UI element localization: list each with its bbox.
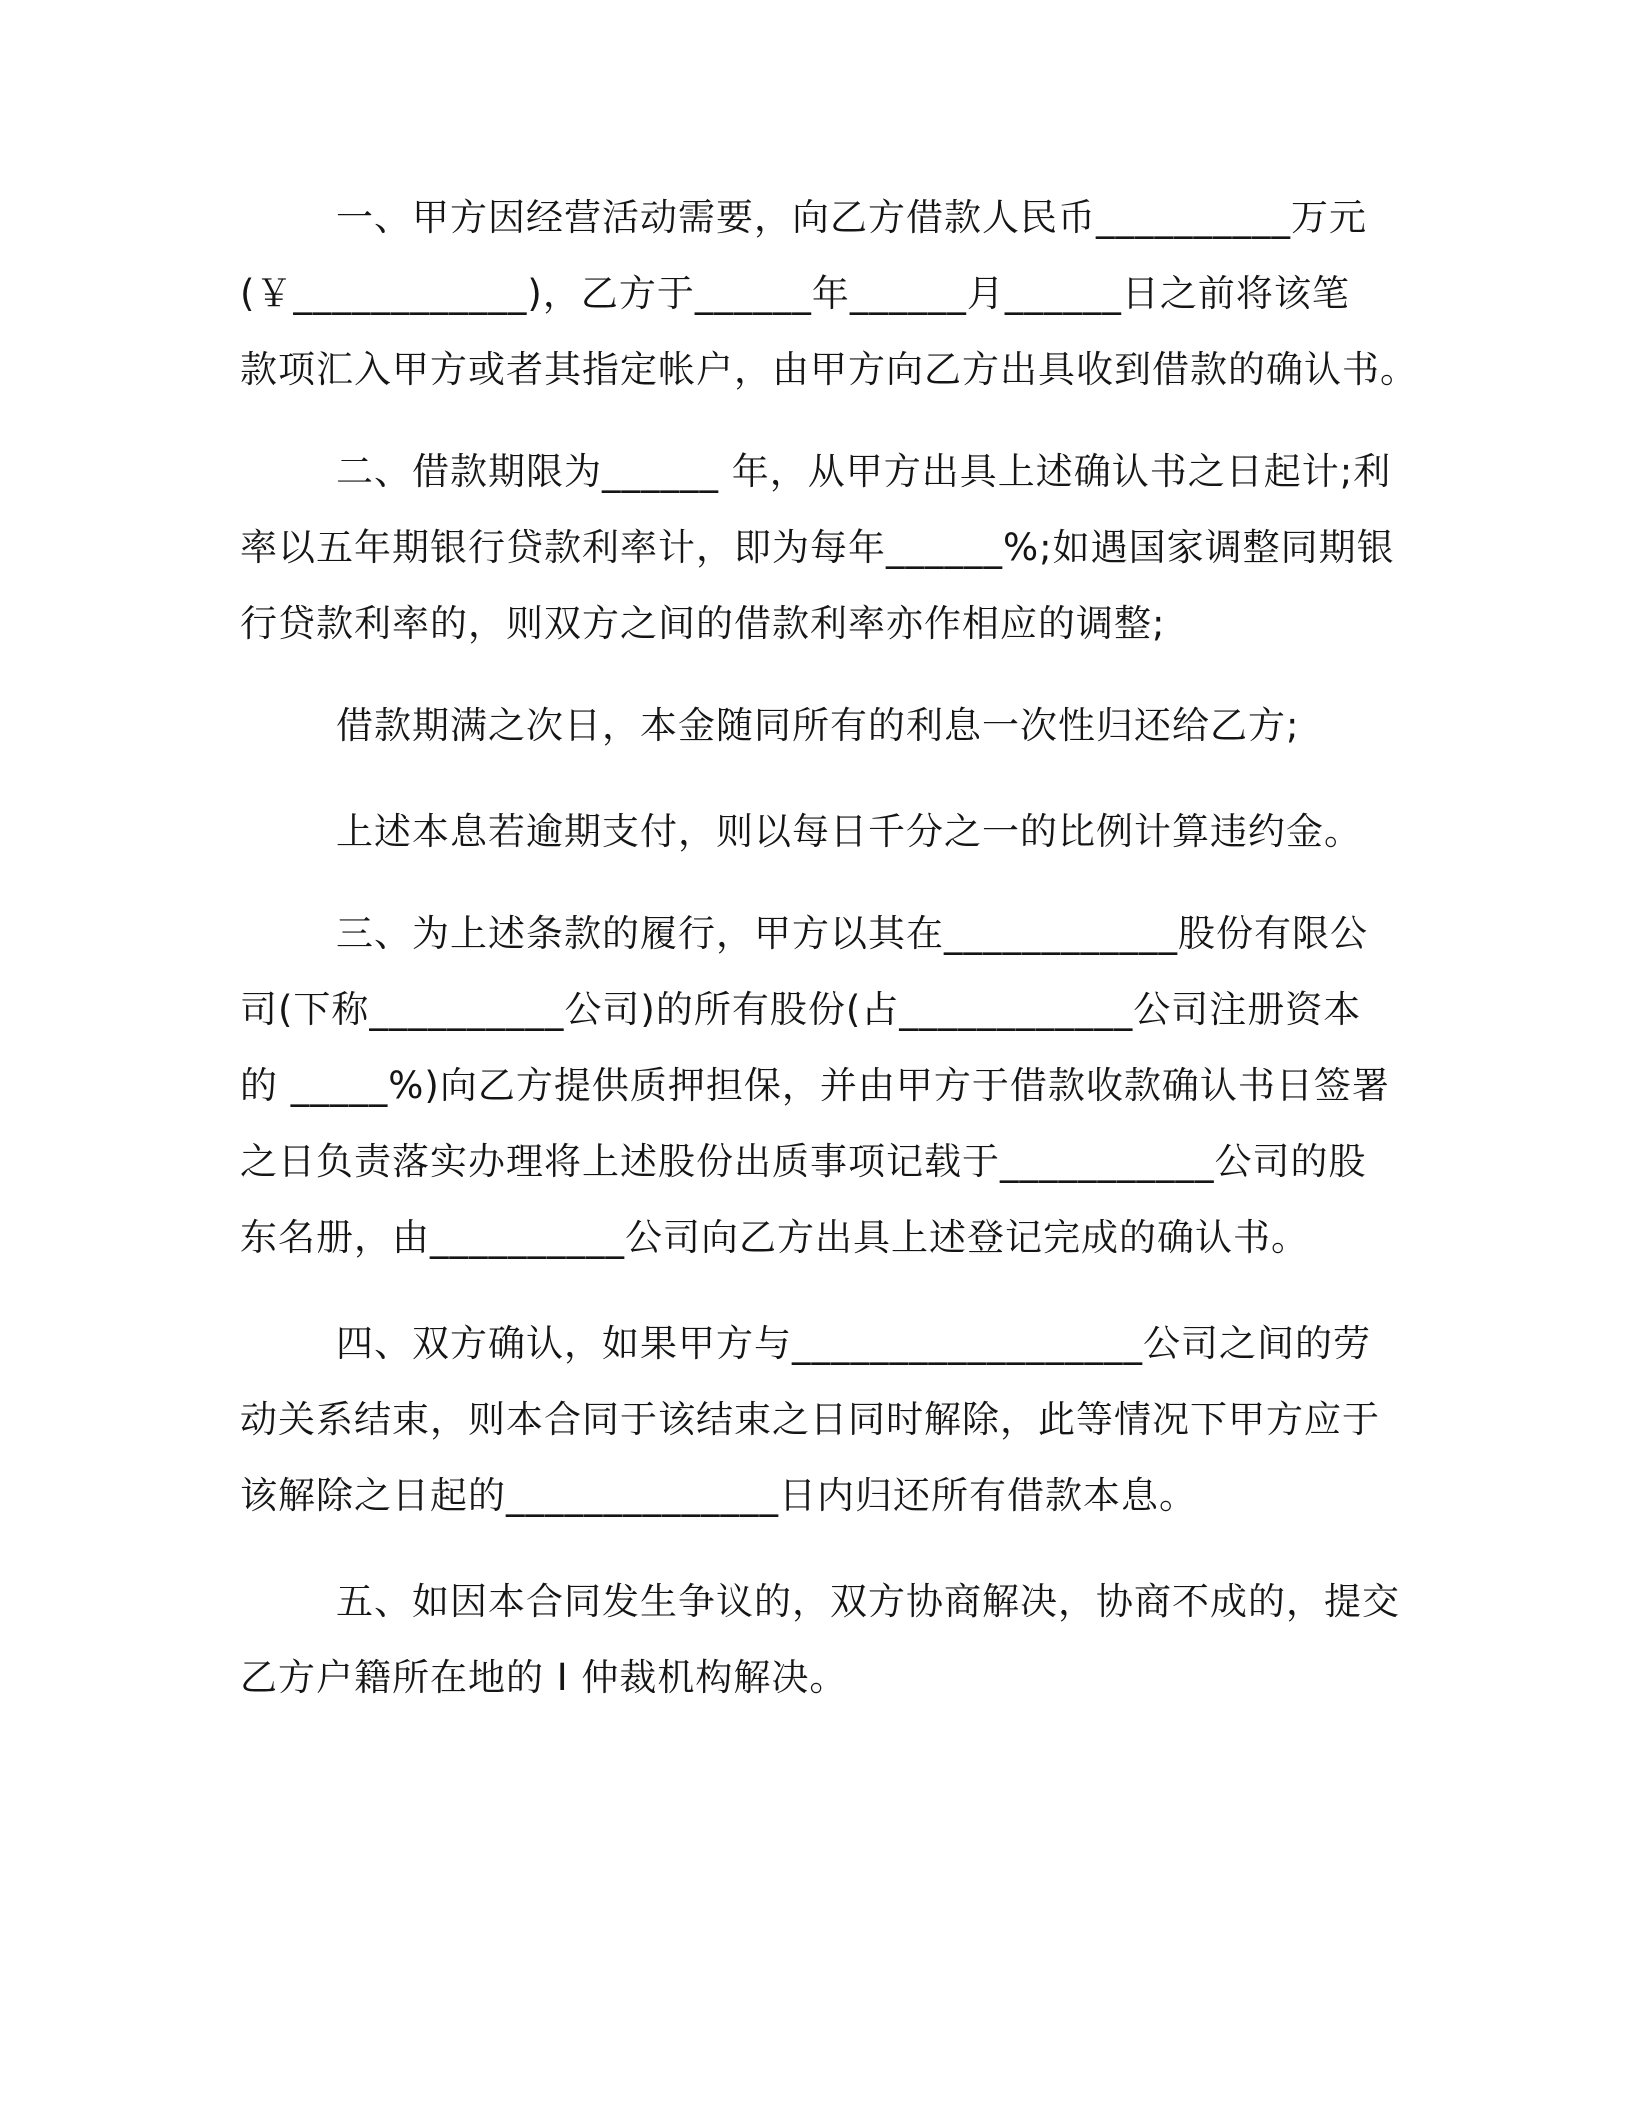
clause3-line1: 三、为上述条款的履行，甲方以其在____________股份有限公	[336, 912, 1368, 955]
clause5-line1: 五、如因本合同发生争议的，双方协商解决，协商不成的，提交	[336, 1580, 1400, 1623]
clause2-line3: 行贷款利率的，则双方之间的借款利率亦作相应的调整;	[240, 602, 1166, 645]
clause2-line1: 二、借款期限为______ 年，从甲方出具上述确认书之日起计;利	[336, 450, 1392, 493]
clause2-paragraph3: 上述本息若逾期支付，则以每日千分之一的比例计算违约金。	[336, 810, 1362, 853]
clause4-line2: 动关系结束，则本合同于该结束之日同时解除，此等情况下甲方应于	[240, 1398, 1380, 1441]
clause4-line1: 四、双方确认，如果甲方与__________________公司之间的劳	[336, 1322, 1371, 1365]
clause3-line4: 之日负责落实办理将上述股份出质事项记载于___________公司的股	[240, 1140, 1367, 1183]
clause5-line2: 乙方户籍所在地的 I 仲裁机构解决。	[240, 1656, 848, 1699]
clause3-line3: 的 _____%)向乙方提供质押担保，并由甲方于借款收款确认书日签署	[240, 1064, 1390, 1107]
clause3-line2: 司(下称__________公司)的所有股份(占____________公司注册资本	[240, 988, 1362, 1031]
clause2-line2: 率以五年期银行贷款利率计，即为每年______%;如遇国家调整同期银	[240, 526, 1395, 569]
clause3-line5: 东名册，由__________公司向乙方出具上述登记完成的确认书。	[240, 1216, 1309, 1259]
clause1-line1: 一、甲方因经营活动需要，向乙方借款人民币__________万元	[336, 196, 1367, 239]
clause1-line3: 款项汇入甲方或者其指定帐户，由甲方向乙方出具收到借款的确认书。	[240, 348, 1418, 391]
clause2-paragraph2: 借款期满之次日，本金随同所有的利息一次性归还给乙方;	[336, 704, 1300, 747]
clause4-line3: 该解除之日起的______________日内归还所有借款本息。	[240, 1474, 1197, 1517]
clause1-line2: (￥____________)，乙方于______年______月______日之前将该笔	[240, 272, 1350, 315]
